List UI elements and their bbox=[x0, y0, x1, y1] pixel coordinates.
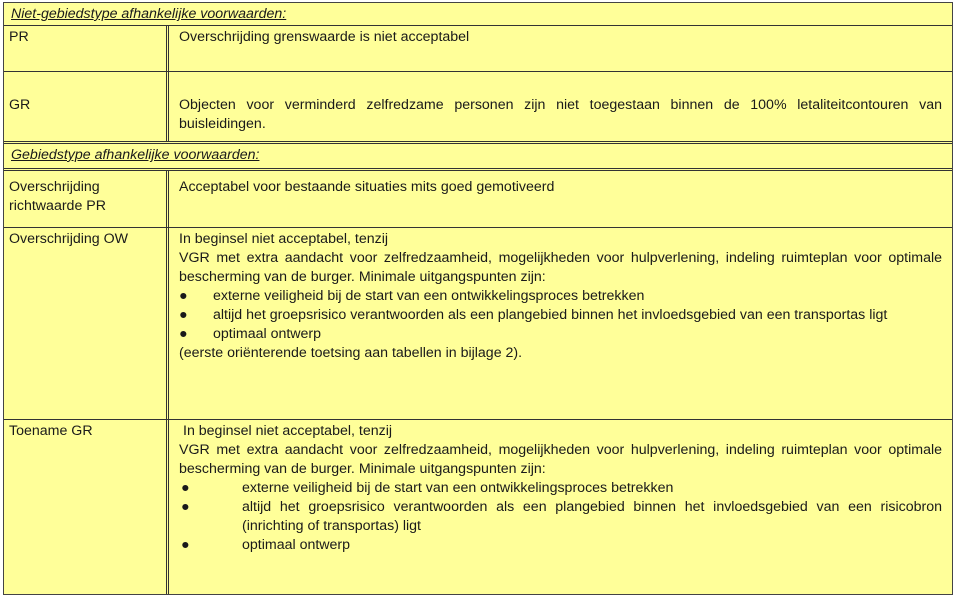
row-label: GR bbox=[4, 72, 169, 141]
row-intro: In beginsel niet acceptabel, tenzij bbox=[179, 231, 389, 247]
list-item bbox=[179, 325, 942, 344]
row-text: Objecten voor verminderd zelfredzame personen zijn niet toegestaan binnen de 100% letaliteitcontouren van buisleidingen. bbox=[179, 97, 942, 132]
row-text: Acceptabel voor bestaande situaties mits goed gemotiveerd bbox=[179, 179, 555, 195]
list-item-text: altijd het groepsrisico verantwoorden als een plangebied binnen het invloedsgebied van een transportas ligt bbox=[213, 307, 888, 323]
list-item bbox=[179, 498, 942, 536]
bullet-icon: ● bbox=[181, 499, 190, 515]
row-label: PR bbox=[4, 26, 169, 71]
table-row-overschrijding-pr bbox=[4, 168, 952, 227]
row-body: VGR met extra aandacht voor zelfredzaamheid, mogelijkheden voor hulpverlening, indeling ruimteplan voor optimale bescherming van de burger. Minimale uitgangspunten zijn: bbox=[179, 442, 942, 477]
bullet-icon: ● bbox=[179, 288, 188, 304]
list-item bbox=[179, 306, 942, 325]
bullet-icon: ● bbox=[179, 326, 188, 342]
section-header-area bbox=[4, 141, 952, 168]
list-item bbox=[179, 536, 942, 555]
conditions-table bbox=[3, 2, 953, 595]
bullet-icon: ● bbox=[181, 480, 190, 496]
list-item bbox=[179, 287, 942, 306]
section-title: Gebiedstype afhankelijke voorwaarden: bbox=[11, 147, 260, 163]
row-label: Overschrijding richtwaarde PR bbox=[4, 171, 169, 227]
section-title: Niet-gebiedstype afhankelijke voorwaarden: bbox=[11, 6, 287, 22]
row-label: Toename GR bbox=[4, 420, 169, 595]
list-item-text: altijd het groepsrisico verantwoorden als een plangebied binnen het invloedsgebied van een risicobron (inrichting of transportas) ligt bbox=[242, 499, 942, 534]
row-footnote: (eerste oriënterende toetsing aan tabellen in bijlage 2). bbox=[179, 345, 523, 361]
table-row-toename-gr bbox=[4, 419, 952, 595]
table-row-pr bbox=[4, 25, 952, 71]
row-label: Overschrijding OW bbox=[4, 228, 169, 419]
list-item-text: externe veiligheid bij de start van een ontwikkelingsproces betrekken bbox=[242, 480, 674, 496]
bullet-icon: ● bbox=[179, 307, 188, 323]
row-body: VGR met extra aandacht voor zelfredzaamheid, mogelijkheden voor hulpverlening, indeling ruimteplan voor optimale bescherming van de burger. Minimale uitgangspunten zijn: bbox=[179, 250, 942, 285]
row-text: Overschrijding grenswaarde is niet acceptabel bbox=[179, 29, 470, 45]
bullet-icon: ● bbox=[181, 537, 190, 553]
row-content bbox=[172, 420, 952, 595]
row-intro: In beginsel niet acceptabel, tenzij bbox=[183, 423, 393, 439]
table-row-gr bbox=[4, 71, 952, 141]
list-item bbox=[179, 479, 942, 498]
table-row-overschrijding-ow bbox=[4, 227, 952, 419]
section-header-non-area bbox=[4, 3, 952, 25]
list-item-text: optimaal ontwerp bbox=[242, 537, 351, 553]
list-item-text: optimaal ontwerp bbox=[213, 326, 322, 342]
row-content bbox=[172, 228, 952, 419]
list-item-text: externe veiligheid bij de start van een ontwikkelingsproces betrekken bbox=[213, 288, 645, 304]
